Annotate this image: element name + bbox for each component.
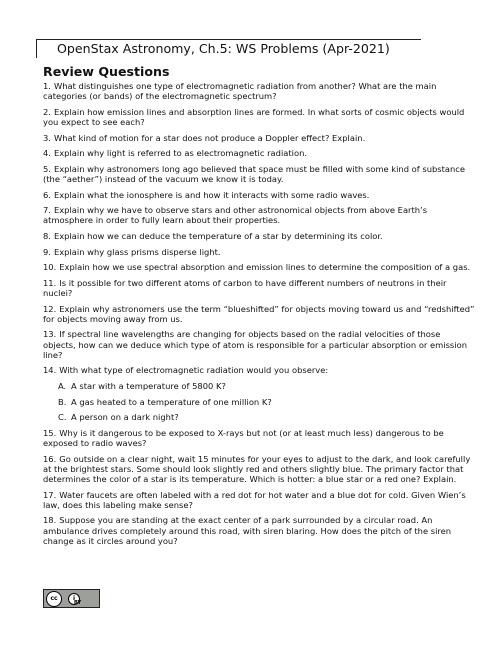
cc-by-license-badge [43,589,100,608]
question-2: 2. Explain how emission lines and absorption lines are formed. In what sorts of cosmic objects would you expect to see each? [43,106,465,127]
question-16: 16. Go outside on a clear night, wait 15 minutes for your eyes to adjust to the dark, and look carefully at the brightest stars. Some should look slightly red and others slightly blue. The primary factor that determines the color of a star is its temperature. Which is hotter: a blue star or a red one? Explain. [43,453,471,484]
question-18: 18. Suppose you are standing at the exact center of a park surrounded by a circular road. An ambulance drives completely around this road, with siren blaring. How does the pitch of the siren change as it circles around you? [43,515,452,546]
question-5: 5. Explain why astronomers long ago believed that space must be filled with some kind of substance (the “aether”) instead of the vacuum we know it is today. [43,163,466,184]
creative-commons-icon: cc [46,591,62,607]
list-item: C. A person on a dark night? [58,412,179,423]
review-questions-section [43,65,475,551]
question-13: 13. If spectral line wavelengths are changing for objects based on the radial velocities of those objects, how can we deduce which type of atom is responsible for a particular absorption or emission line? [43,329,467,360]
by-label: BY [74,600,82,606]
section-title: Review Questions [43,64,170,79]
question-10: 10. Explain how we use spectral absorption and emission lines to determine the composition of a gas. [43,262,471,273]
list-item: A. A star with a temperature of 5800 K? [58,380,226,391]
header-bracket [36,39,421,58]
question-17: 17. Water faucets are often labeled with a red dot for hot water and a blue dot for cold. Given Wien’s law, does this labeling make sense? [43,489,466,510]
question-15: 15. Why is it dangerous to be exposed to X-rays but not (or at least much less) dangerous to be exposed to radio waves? [43,427,444,448]
question-3: 3. What kind of motion for a star does not produce a Doppler effect? Explain. [43,132,366,143]
question-4: 4. Explain why light is referred to as electromagnetic radiation. [43,148,308,159]
question-12: 12. Explain why astronomers use the term “blueshifted” for objects moving toward us and “redshifted” for objects moving away from us. [43,303,475,324]
question-14: 14. With what type of electromagnetic radiation would you observe: [43,365,329,376]
question-8: 8. Explain how we can deduce the temperature of a star by determining its color. [43,230,383,241]
attribution-icon: i [68,593,80,605]
question-11: 11. Is it possible for two different atoms of carbon to have different numbers of neutrons in their nuclei? [43,277,447,298]
list-item: B. A gas heated to a temperature of one million K? [58,396,272,407]
question-7: 7. Explain why we have to observe stars and other astronomical objects from above Earth’s atmosphere in order to fully learn about their properties. [43,205,428,226]
question-1: 1. What distinguishes one type of electromagnetic radiation from another? What are the main categories (or bands) of the electromagnetic spectrum? [43,81,437,102]
question-6: 6. Explain what the ionosphere is and how it interacts with some radio waves. [43,189,370,200]
question-14-subitems [43,381,475,422]
page-title: OpenStax Astronomy, Ch.5: WS Problems (Apr-2021) [57,41,390,56]
question-9: 9. Explain why glass prisms disperse light. [43,246,221,257]
